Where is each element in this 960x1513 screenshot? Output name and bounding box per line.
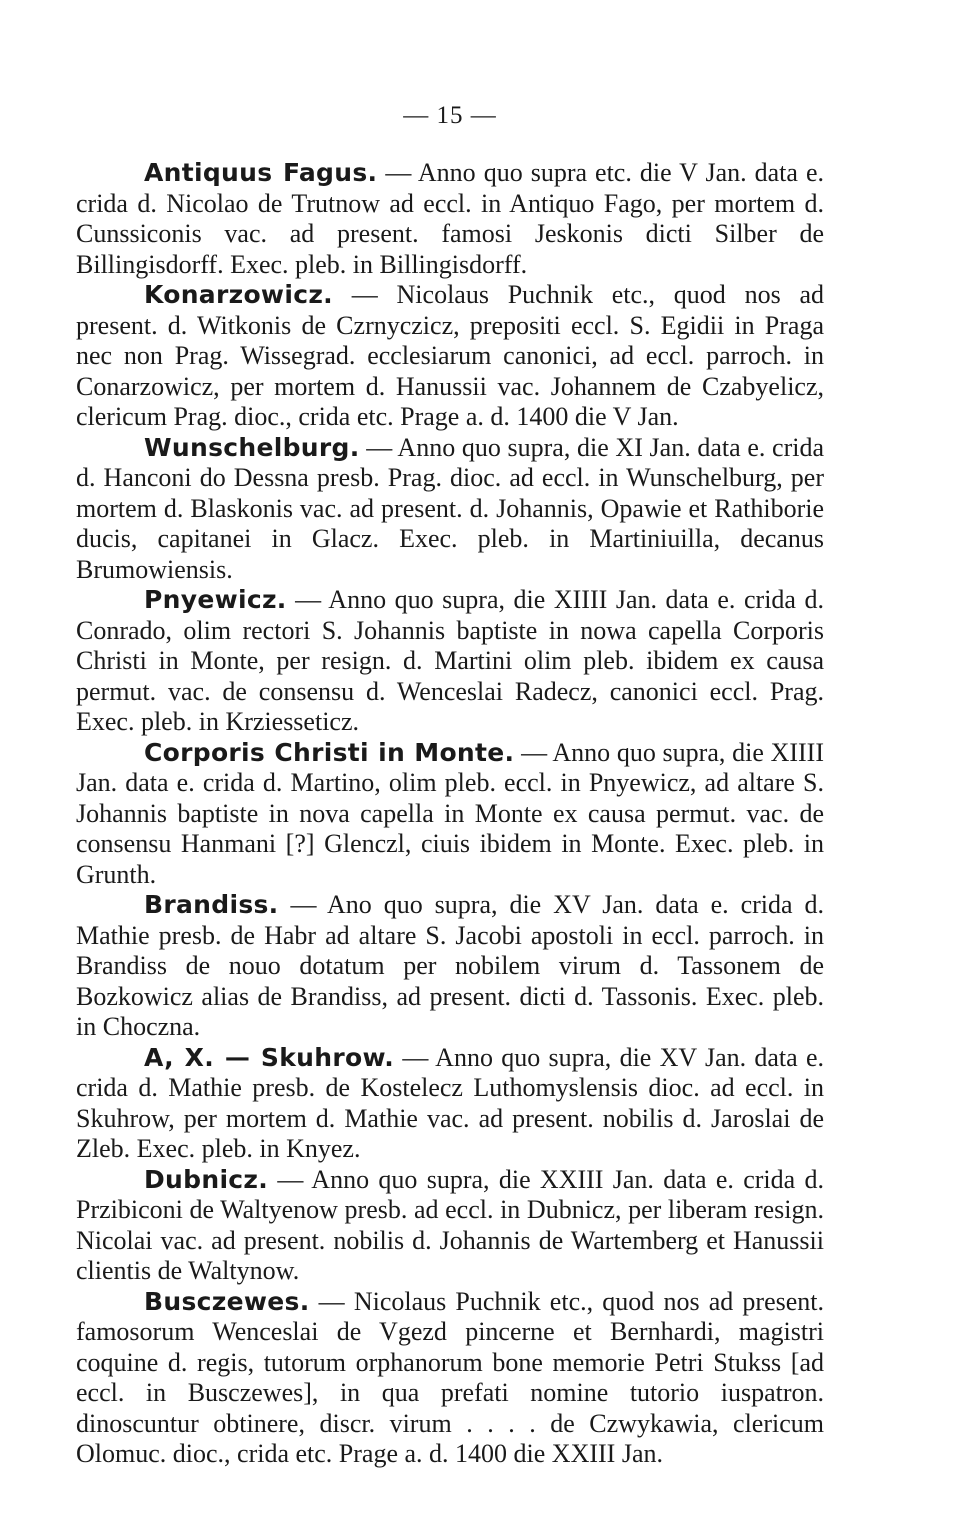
entry-heading: Busczewes. (144, 1286, 310, 1316)
entry-heading: Wunschelburg. (144, 432, 360, 462)
document-page (76, 96, 824, 1470)
entry-brandiss (76, 890, 824, 1043)
entry-pnyewicz (76, 585, 824, 738)
entry-heading: Dubnicz. (144, 1164, 269, 1194)
entry-text: — Anno quo supra etc. die V Jan. data e. crida d. Nicolao de Trutnow ad eccl. in Antiquo Fago, per mortem d. Cunssiconis vac. ad present. famosi Jeskonis dicti Silber de Billingisdorff. Exec. pleb. in Billingisdorff. (76, 158, 824, 279)
entry-heading: Pnyewicz. (144, 585, 287, 614)
entry-text: — Nicolaus Puchnik etc., quod nos ad present. d. Witkonis de Czrnyczicz, prepositi eccl. S. Egidii in Praga nec non Prag. Wissegrad. ecclesiarum canonici, ad eccl. parroch. in Conarzowicz, per mortem d. Hanussii vac. Johannem de Czabyelicz, clericum Prag. dioc., crida etc. Prage a. d. 1400 die V Jan. (76, 280, 825, 431)
entry-heading: Brandiss. (144, 890, 279, 919)
entry-heading: Corporis Christi in Monte. (144, 737, 515, 767)
entry-text: — Anno quo supra, die XIIII Jan. data e. crida d. Martino, olim pleb. eccl. in Pnyewicz, ad altare S. Johannis baptiste in nova capella in Monte ex causa permut. vac. de consensu Hanmani [?] Glenczl, ciuis ibidem in Monte. Exec. pleb. in Grunth. (76, 737, 824, 889)
entry-antiquus-fagus (76, 158, 824, 280)
page-number: — 15 — (403, 102, 497, 129)
entry-heading: A, X. — Skuhrow. (144, 1042, 395, 1072)
entry-corporis-christi (76, 738, 824, 891)
entry-text: — Anno quo supra, die XIIII Jan. data e. crida d. Conrado, olim rectori S. Johannis baptiste in nowa capella Corporis Christi in Monte, per resign. d. Martini olim pleb. ibidem ex causa permut. vac. de consensu d. Wenceslai Radecz, canonici eccl. Prag. Exec. pleb. in Krziesseticz. (76, 585, 825, 736)
entry-konarzowicz (76, 280, 824, 433)
entry-heading: Antiquus Fagus. (144, 158, 378, 187)
entry-text: — Nicolaus Puchnik etc., quod nos ad present. famosorum Wenceslai de Vgezd pincerne et Bernhardi, magistri coquine d. regis, tutorum orphanorum bone memorie Petri Stukss [ad eccl. in Busczewes], in qua prefati nomine tutorio iuspatron. dinoscuntur obtinere, discr. virum . . . . de Czwykawia, clericum Olomuc. dioc., crida etc. Prage a. d. 1400 die XXIII Jan. (76, 1286, 825, 1468)
entry-dubnicz (76, 1165, 824, 1287)
entry-heading: Konarzowicz. (144, 280, 333, 309)
entry-wunschelburg (76, 433, 824, 586)
entry-busczewes (76, 1287, 824, 1470)
entry-text: — Anno quo supra, die XI Jan. data e. crida d. Hanconi do Dessna presb. Prag. dioc. ad eccl. in Wunschelburg, per mortem d. Blaskonis vac. ad present. d. Johannis, Opawie et Rathiborie ducis, capitanei in Glacz. Exec. pleb. in Martiniuilla, decanus Brumowiensis. (76, 432, 824, 584)
entry-text: — Ano quo supra, die XV Jan. data e. crida d. Mathie presb. de Habr ad altare S. Jacobi apostoli in eccl. parroch. in Brandiss de nouo dotatum per nobilem virum d. Tassonem de Bozkowicz alias de Brandiss, ad present. dicti d. Tassonis. Exec. pleb. in Choczna. (76, 890, 825, 1041)
entry-text: — Anno quo supra, die XXIII Jan. data e. crida d. Przibiconi de Waltyenow presb. ad eccl. in Dubnicz, per liberam resign. Nicolai vac. ad present. nobilis d. Johannis de Wartemberg et Hanussii clientis de Waltynow. (76, 1164, 825, 1285)
entry-text: — Anno quo supra, die XV Jan. data e. crida d. Mathie presb. de Kostelecz Luthomyslensis dioc. ad eccl. in Skuhrow, per mortem d. Mathie vac. ad present. nobilis d. Jaroslai de Zleb. Exec. pleb. in Knyez. (76, 1042, 825, 1163)
entry-skuhrow (76, 1043, 824, 1165)
